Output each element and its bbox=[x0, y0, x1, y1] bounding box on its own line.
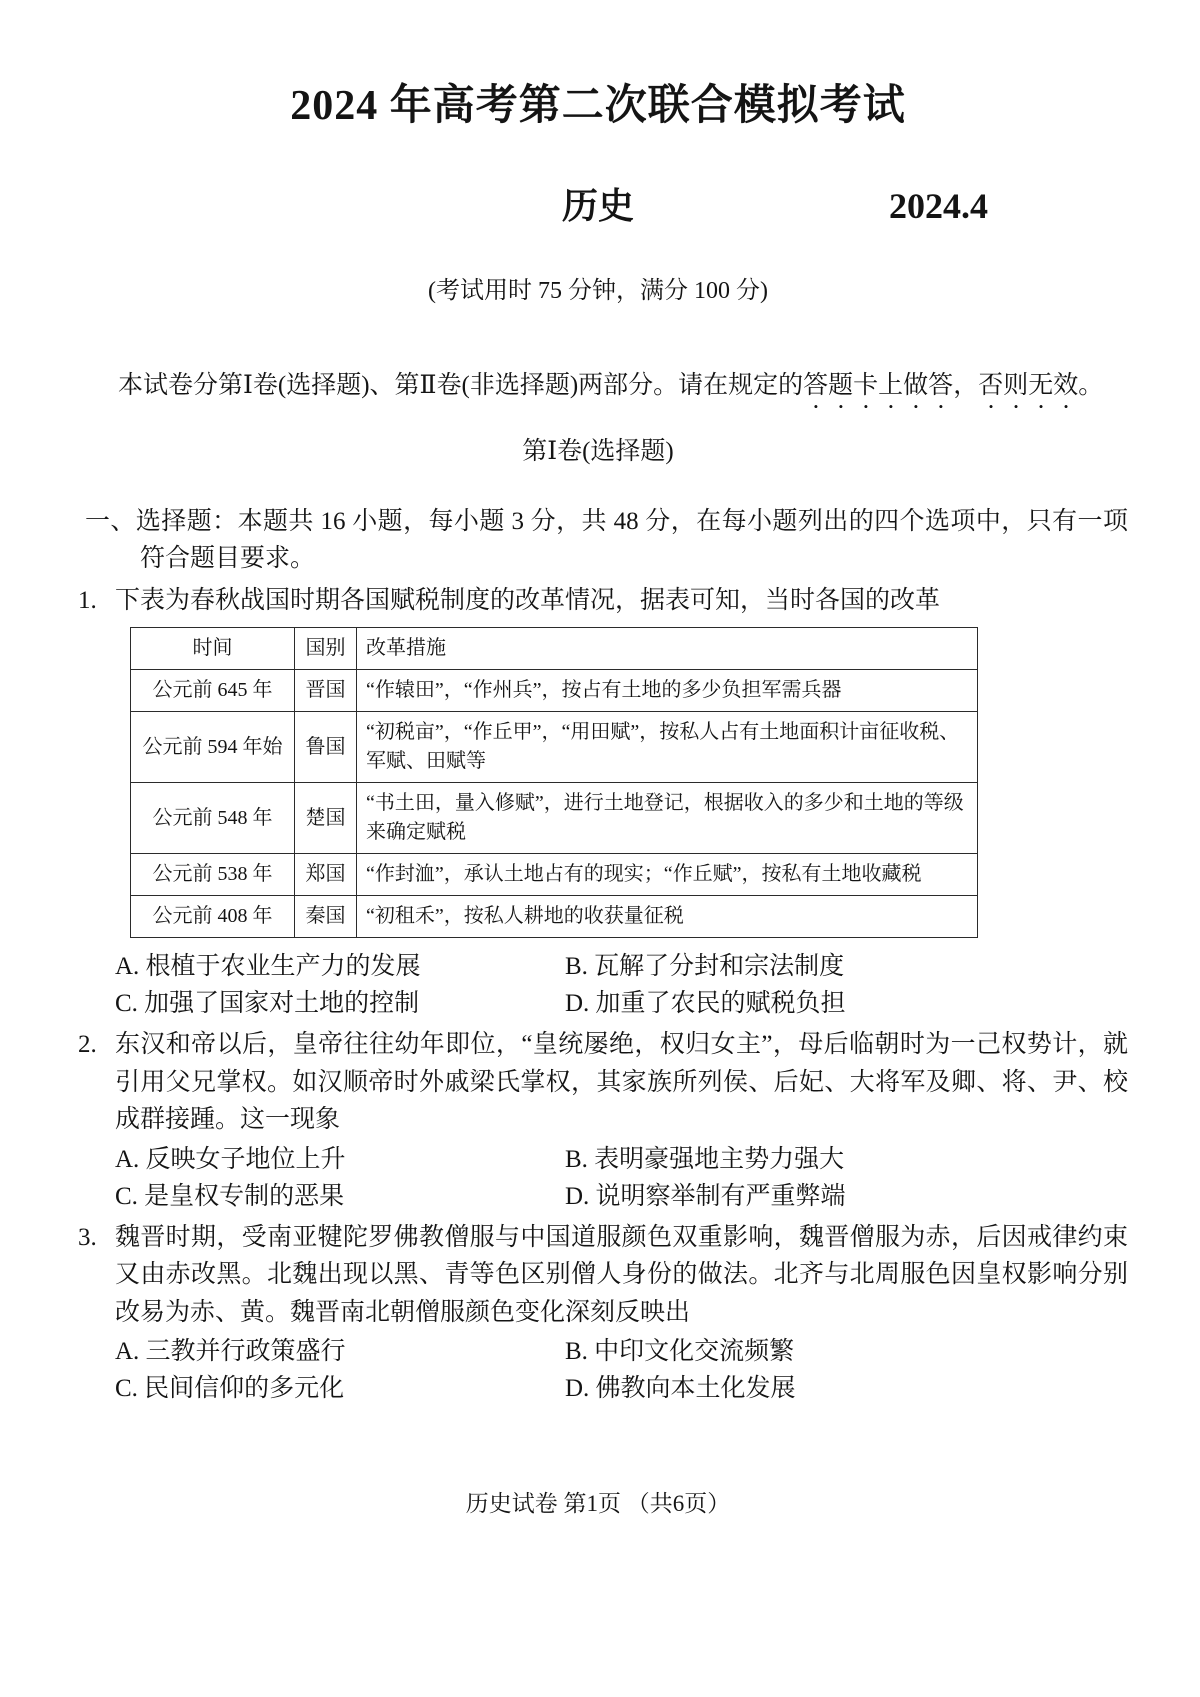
question-1 bbox=[68, 582, 1128, 1023]
question-number: 1. bbox=[78, 586, 97, 614]
header-measure: 改革措施 bbox=[357, 628, 978, 670]
cell-measure: “作封洫”，承认土地占有的现实；“作丘赋”，按私有土地收藏税 bbox=[357, 854, 978, 896]
question-3-head bbox=[68, 1219, 1128, 1332]
cell-measure: “初租禾”，按私人耕地的收获量征税 bbox=[357, 896, 978, 938]
cell-time: 公元前 548 年 bbox=[131, 783, 295, 854]
option-b: B. 瓦解了分封和宗法制度 bbox=[565, 953, 845, 980]
question-1-head bbox=[68, 582, 1128, 620]
question-number: 3. bbox=[78, 1223, 97, 1251]
cell-state: 楚国 bbox=[295, 783, 357, 854]
option-c: C. 加强了国家对土地的控制 bbox=[115, 990, 420, 1017]
question-stem: 东汉和帝以后，皇帝往往幼年即位，“皇统屡绝，权归女主”，母后临朝时为一己权势计，就引用父兄掌权。如汉顺帝时外戚梁氏掌权，其家族所列侯、后妃、大将军及卿、将、尹、校成群接踵。这一现象 bbox=[115, 1031, 1128, 1133]
question-1-options bbox=[115, 948, 1128, 1022]
cell-time: 公元前 408 年 bbox=[131, 896, 295, 938]
option-b: B. 中印文化交流频繁 bbox=[565, 1338, 795, 1365]
question-1-table bbox=[130, 627, 978, 938]
question-2-head bbox=[68, 1026, 1128, 1139]
cell-time: 公元前 538 年 bbox=[131, 854, 295, 896]
table-row bbox=[131, 854, 978, 896]
section-title: 第Ⅰ卷(选择题) bbox=[522, 437, 674, 465]
cell-time: 公元前 645 年 bbox=[131, 670, 295, 712]
option-a: A. 三教并行政策盛行 bbox=[115, 1338, 346, 1365]
intro-emphasis-2: 否则无效 bbox=[978, 372, 1079, 399]
intro-text-3: 。 bbox=[1078, 372, 1104, 399]
cell-measure: “初税亩”，“作丘甲”，“用田赋”，按私人占有土地面积计亩征收税、军赋、田赋等 bbox=[357, 712, 978, 783]
table-row bbox=[131, 712, 978, 783]
cell-time: 公元前 594 年始 bbox=[131, 712, 295, 783]
cell-state: 秦国 bbox=[295, 896, 357, 938]
table-row bbox=[131, 670, 978, 712]
option-a: A. 根植于农业生产力的发展 bbox=[115, 953, 421, 980]
question-number: 2. bbox=[78, 1031, 97, 1058]
question-stem: 下表为春秋战国时期各国赋税制度的改革情况，据表可知，当时各国的改革 bbox=[115, 586, 941, 614]
option-d: D. 佛教向本土化发展 bbox=[565, 1375, 796, 1402]
question-3 bbox=[68, 1219, 1128, 1408]
table-row bbox=[131, 896, 978, 938]
option-c: C. 民间信仰的多元化 bbox=[115, 1375, 345, 1402]
option-b: B. 表明豪强地主势力强大 bbox=[565, 1145, 845, 1173]
option-d: D. 说明察举制有严重弊端 bbox=[565, 1182, 846, 1210]
intro-emphasis-1: 答题卡上做答 bbox=[803, 372, 954, 399]
header-time: 时间 bbox=[131, 628, 295, 670]
option-d: D. 加重了农民的赋税负担 bbox=[565, 990, 846, 1017]
cell-measure: “作辕田”，“作州兵”，按占有土地的多少负担军需兵器 bbox=[357, 670, 978, 712]
question-stem: 魏晋时期，受南亚犍陀罗佛教僧服与中国道服颜色双重影响，魏晋僧服为赤，后因戒律约束又由赤改黑。北魏出现以黑、青等色区别僧人身份的做法。北齐与北周服色因皇权影响分别改易为赤、黄。魏晋南北朝僧服颜色变化深刻反映出 bbox=[115, 1223, 1128, 1326]
option-c: C. 是皇权专制的恶果 bbox=[115, 1182, 345, 1210]
intro-text-2: ， bbox=[953, 372, 979, 399]
cell-state: 郑国 bbox=[295, 854, 357, 896]
intro-paragraph bbox=[68, 357, 1128, 415]
table-header-row bbox=[131, 628, 978, 670]
exam-title: 2024 年高考第二次联合模拟考试 bbox=[290, 83, 906, 129]
page-footer: 历史试卷 第1页 （共6页） bbox=[465, 1491, 731, 1516]
cell-state: 晋国 bbox=[295, 670, 357, 712]
option-a: A. 反映女子地位上升 bbox=[115, 1145, 346, 1173]
exam-duration-score: (考试用时 75 分钟，满分 100 分) bbox=[428, 278, 768, 304]
cell-state: 鲁国 bbox=[295, 712, 357, 783]
question-2-options bbox=[115, 1141, 1128, 1215]
question-3-options bbox=[115, 1333, 1128, 1407]
cell-measure: “书土田，量入修赋”，进行土地登记，根据收入的多少和土地的等级来确定赋税 bbox=[357, 783, 978, 854]
section-instructions: 一、选择题：本题共 16 小题，每小题 3 分，共 48 分，在每小题列出的四个选项中，只有一项符合题目要求。 bbox=[85, 507, 1128, 572]
exam-date: 2024.4 bbox=[889, 186, 988, 226]
intro-text-1: 本试卷分第Ⅰ卷(选择题)、第Ⅱ卷(非选择题)两部分。请在规定的 bbox=[118, 372, 804, 399]
header-state: 国别 bbox=[295, 628, 357, 670]
subject-line bbox=[68, 182, 1128, 230]
subject-name: 历史 bbox=[561, 186, 634, 226]
question-2 bbox=[68, 1026, 1128, 1215]
table-row bbox=[131, 783, 978, 854]
